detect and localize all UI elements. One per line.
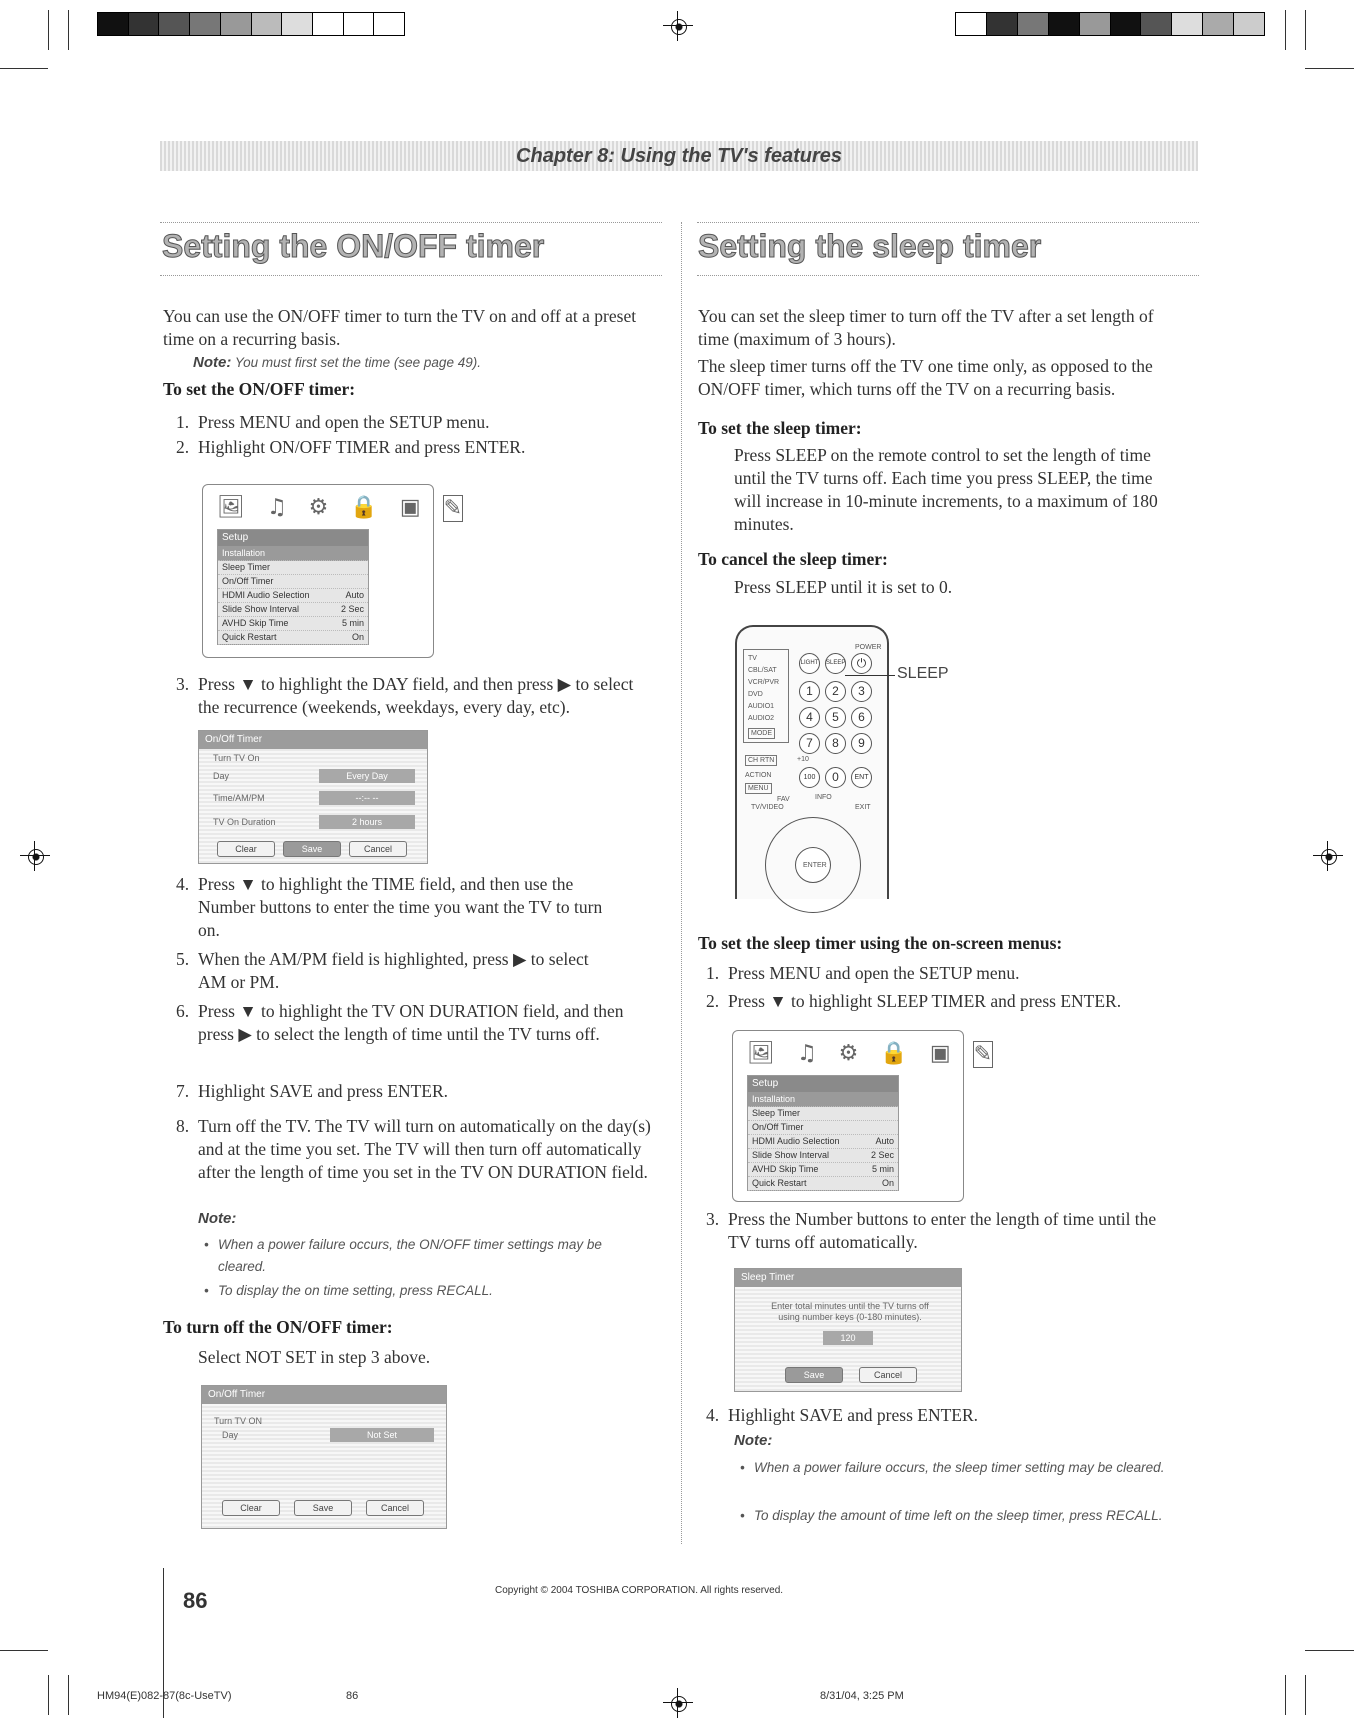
menu-label: MENU (745, 783, 772, 794)
step-text: Press ▼ to highlight SLEEP TIMER and press ENTER. (728, 991, 1122, 1011)
menu-row: HDMI Audio Selection Auto (218, 588, 368, 603)
note-bullet: • When a power failure occurs, the sleep timer setting may be cleared. (740, 1460, 1165, 1475)
onoff-step (176, 411, 656, 434)
apps-icon: ▣ (929, 1041, 951, 1066)
audio-icon: ♫ (266, 495, 287, 520)
sleep-cancel-text: Press SLEEP until it is set to 0. (734, 577, 953, 597)
cancel-button: Cancel (366, 1500, 424, 1516)
sleep-button: SLEEP (825, 653, 846, 674)
dialog-label: Time/AM/PM (213, 793, 265, 803)
crop-mark (1285, 1675, 1286, 1715)
picture-icon: 🖼 (747, 1041, 775, 1066)
sleep-intro2: The sleep timer turns off the TV one time only, as opposed to the ON/OFF timer, which turns off the TV on a recurring basis. (698, 356, 1153, 399)
crop-mark (1305, 68, 1354, 69)
onoff-turnoff-text: Select NOT SET in step 3 above. (198, 1347, 431, 1367)
remote-control-illustration (735, 625, 889, 899)
digit-button: 1 (799, 681, 820, 702)
locks-icon: 🔒 (350, 495, 378, 520)
dialog-header: On/Off Timer (199, 731, 427, 749)
step-text: Press the Number buttons to enter the length of time until the TV turns off automatically. (728, 1209, 1157, 1252)
sleep-callout: SLEEP (897, 665, 949, 682)
sleep-set-heading: To set the sleep timer: (698, 418, 862, 438)
digit-button: 2 (825, 681, 846, 702)
step-text: Press ▼ to highlight the TV ON DURATION field, and then press ▶ to select the length of time until the TV turns off. (198, 1001, 624, 1044)
cancel-button: Cancel (859, 1367, 917, 1383)
onoff-set-heading: To set the ON/OFF timer: (163, 379, 356, 399)
timestamp: 8/31/04, 3:25 PM (820, 1690, 904, 1702)
crop-mark (0, 1650, 48, 1651)
step-text: Press ▼ to highlight the DAY field, and then press ▶ to select the recurrence (weekends, weekdays, every day, etc). (198, 674, 634, 717)
menu-row: Quick Restart On (748, 1176, 898, 1191)
setup-menu-panel (217, 529, 369, 645)
save-button: Save (283, 841, 341, 857)
menu-icons-row (747, 1041, 993, 1068)
sleep-set-text: Press SLEEP on the remote control to set the length of time until the TV turns off. Each time you press SLEEP, the time will increase in 10-minute increments, to a maximum of 180 minutes. (734, 445, 1158, 534)
setup-menu-screenshot (732, 1030, 993, 1202)
step-number: 3. (706, 1209, 720, 1229)
sleep-step (706, 962, 1186, 985)
locks-icon: 🔒 (880, 1041, 908, 1066)
dialog-header: Sleep Timer (735, 1269, 961, 1287)
lock-icon: ⚙ (838, 1041, 859, 1066)
light-button: LIGHT (799, 653, 820, 674)
enter-button: ENTER (795, 847, 831, 883)
sleep-callout-line (845, 675, 895, 676)
crop-mark (1305, 1650, 1354, 1651)
color-bar-left (97, 12, 405, 36)
step-text: Highlight ON/OFF TIMER and press ENTER. (198, 437, 526, 457)
setup-menu-panel (747, 1075, 899, 1191)
color-bar-right (955, 12, 1265, 36)
onoff-step (176, 673, 656, 719)
step-number: 8. (176, 1116, 190, 1136)
save-button: Save (294, 1500, 352, 1516)
step-number: 1. (706, 963, 720, 983)
menu-row: AVHD Skip Time 5 min (748, 1162, 898, 1177)
step-number: 2. (706, 991, 720, 1011)
info-label: INFO (815, 794, 832, 801)
menu-row: AVHD Skip Time 5 min (218, 616, 368, 631)
dialog-message: Enter total minutes until the TV turns off using number keys (0-180 minutes). (771, 1301, 929, 1322)
step-number: 4. (176, 874, 190, 894)
crop-mark (0, 68, 48, 69)
onoff-step (176, 948, 656, 994)
digit-button: 5 (825, 707, 846, 728)
digit-button: 9 (851, 733, 872, 754)
digit-button: 6 (851, 707, 872, 728)
menu-row: Sleep Timer (748, 1106, 898, 1121)
tv-video-label: TV/VIDEO (751, 804, 784, 811)
title-rule (160, 222, 662, 223)
crop-mark (68, 1675, 69, 1715)
setup-icon: ✎ (973, 1042, 993, 1067)
setup-menu-header: Setup (218, 530, 368, 546)
note-label: Note: (193, 354, 232, 371)
title-rule (697, 275, 1199, 276)
setup-menu-header: Setup (748, 1076, 898, 1092)
onoff-step (176, 1115, 656, 1207)
onoff-notset-dialog (201, 1385, 447, 1529)
power-label: POWER (855, 644, 882, 651)
time-field: --:-- -- (319, 791, 415, 805)
crop-mark (1305, 1675, 1306, 1715)
clear-button: Clear (217, 841, 275, 857)
page-title-onoff: Setting the ON/OFF timer (162, 228, 545, 264)
fav-label: FAV (777, 796, 790, 803)
digit-button: 4 (799, 707, 820, 728)
source-list: TV CBL/SAT VCR/PVR DVD AUDIO1 AUDIO2 MODE (743, 649, 789, 743)
sleep-note-label: Note: (734, 1432, 773, 1449)
lock-icon: ⚙ (308, 495, 329, 520)
column-divider (681, 222, 682, 1544)
audio-icon: ♫ (796, 1041, 817, 1066)
note-bullet: • To display the on time setting, press RECALL. (204, 1283, 493, 1298)
chapter-banner: Chapter 8: Using the TV's features (160, 141, 1198, 171)
step-text: Press ▼ to highlight the TIME field, and then use the Number buttons to enter the time you want the TV to turn on. (198, 874, 603, 940)
dialog-label: Turn TV On (213, 753, 260, 763)
sleep-step (706, 1208, 1186, 1254)
ch-rtn-label: CH RTN (745, 755, 777, 766)
onoff-timer-dialog (198, 730, 428, 864)
step-number: 5. (176, 949, 190, 969)
step-number: 4. (706, 1405, 720, 1425)
crop-mark (1285, 10, 1286, 50)
sleep-step (706, 990, 1186, 1013)
setup-menu-screenshot (202, 484, 463, 658)
minutes-field: 120 (823, 1331, 873, 1345)
crop-mark (1305, 10, 1306, 50)
plus10-label: +10 (797, 756, 809, 763)
registration-mark-icon (20, 841, 50, 871)
crop-mark (48, 10, 49, 50)
crop-mark (48, 1675, 49, 1715)
digit-button: 100 (799, 767, 820, 788)
copyright: Copyright © 2004 TOSHIBA CORPORATION. All rights reserved. (495, 1585, 784, 1596)
menu-row: Slide Show Interval 2 Sec (218, 602, 368, 617)
note-text: You must first set the time (see page 49). (234, 355, 481, 370)
registration-mark-icon (1313, 841, 1343, 871)
registration-mark-icon (663, 11, 693, 41)
duration-field: 2 hours (319, 815, 415, 829)
step-text: Highlight SAVE and press ENTER. (728, 1405, 979, 1425)
setup-icon: ✎ (443, 496, 463, 521)
sleep-intro: You can set the sleep timer to turn off the TV after a set length of time (maximum of 3 hours). (698, 306, 1154, 349)
day-field: Not Set (330, 1428, 434, 1442)
onoff-intro: You can use the ON/OFF timer to turn the TV on and off at a preset time on a recurring basis. (163, 306, 637, 349)
dialog-label: Turn TV ON (214, 1416, 263, 1426)
step-number: 1. (176, 412, 190, 432)
step-number: 6. (176, 1001, 190, 1021)
note-bullet: • To display the amount of time left on the sleep timer, press RECALL. (740, 1508, 1163, 1523)
picture-icon: 🖼 (217, 495, 245, 520)
dialog-label: TV On Duration (213, 817, 276, 827)
file-page: 86 (346, 1690, 359, 1702)
cancel-button: Cancel (349, 841, 407, 857)
title-rule (160, 275, 662, 276)
step-number: 7. (176, 1081, 190, 1101)
dialog-header: On/Off Timer (202, 1386, 446, 1404)
page-title-sleep: Setting the sleep timer (698, 228, 1042, 264)
onoff-step (176, 436, 656, 459)
clear-button: Clear (222, 1500, 280, 1516)
menu-row: Sleep Timer (218, 560, 368, 575)
sleep-step (706, 1404, 1186, 1427)
title-rule (697, 222, 1199, 223)
onoff-note2-label: Note: (198, 1210, 237, 1227)
onoff-step (176, 1000, 656, 1069)
sleep-cancel-heading: To cancel the sleep timer: (698, 549, 888, 569)
menu-row: Installation (218, 546, 368, 561)
sleep-menus-heading: To set the sleep timer using the on-screen menus: (698, 933, 1063, 953)
onoff-turnoff-heading: To turn off the ON/OFF timer: (163, 1317, 393, 1337)
step-text: When the AM/PM field is highlighted, press ▶ to select AM or PM. (198, 949, 589, 992)
exit-label: EXIT (855, 804, 871, 811)
digit-button: 3 (851, 681, 872, 702)
step-text: Press MENU and open the SETUP menu. (198, 412, 490, 432)
sleep-timer-dialog (734, 1268, 962, 1392)
menu-row: Slide Show Interval 2 Sec (748, 1148, 898, 1163)
menu-row: Installation (748, 1092, 898, 1107)
dialog-label: Day (222, 1430, 239, 1440)
step-text: Highlight SAVE and press ENTER. (198, 1081, 449, 1101)
apps-icon: ▣ (399, 495, 421, 520)
power-button: ⏻ (851, 653, 872, 674)
onoff-note (193, 354, 653, 371)
step-text: Turn off the TV. The TV will turn on automatically on the day(s) and at the time you set. The TV will then turn off automatically after the length of time you set in the TV ON DURATION field. (198, 1116, 651, 1182)
digit-button: 0 (825, 767, 846, 788)
menu-row: On/Off Timer (748, 1120, 898, 1135)
step-number: 2. (176, 437, 190, 457)
page-number: 86 (183, 1588, 208, 1613)
save-button: Save (785, 1367, 843, 1383)
file-name: HM94(E)082-87(8c-UseTV) (97, 1690, 232, 1702)
day-field: Every Day (319, 769, 415, 783)
menu-row: Quick Restart On (218, 630, 368, 645)
digit-button: ENT (851, 767, 872, 788)
digit-button: 7 (799, 733, 820, 754)
action-label: ACTION (745, 772, 772, 779)
registration-mark-icon (663, 1688, 693, 1718)
onoff-step (176, 873, 656, 942)
onoff-step (176, 1080, 656, 1103)
dialog-label: Day (213, 771, 230, 781)
menu-row: HDMI Audio Selection Auto (748, 1134, 898, 1149)
crop-mark (68, 10, 69, 50)
digit-button: 8 (825, 733, 846, 754)
menu-row: On/Off Timer (218, 574, 368, 589)
note-bullet: • When a power failure occurs, the ON/OFF timer settings may be cleared. (204, 1237, 602, 1274)
step-number: 3. (176, 674, 190, 694)
menu-icons-row (217, 495, 463, 522)
step-text: Press MENU and open the SETUP menu. (728, 963, 1020, 983)
